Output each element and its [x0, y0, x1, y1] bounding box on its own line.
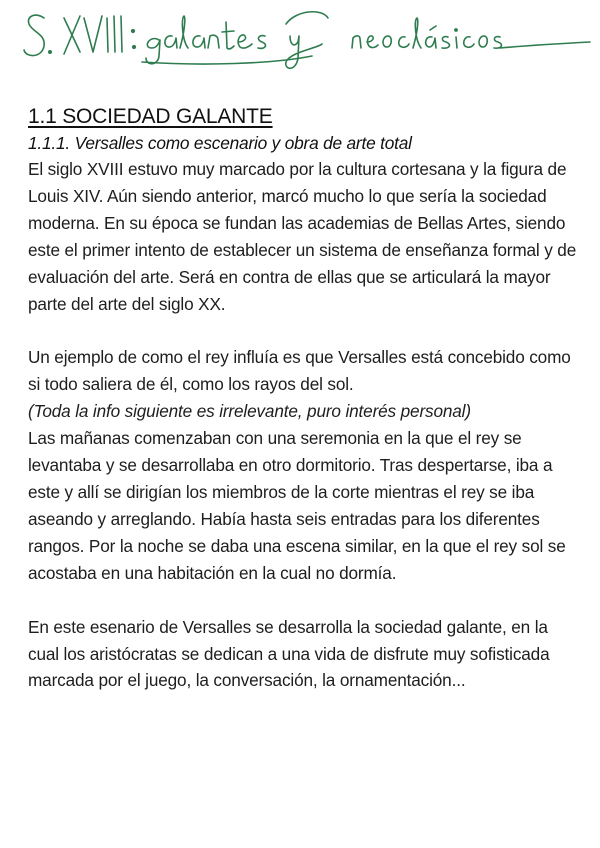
paragraph-2 — [28, 344, 578, 586]
handwritten-title — [22, 4, 592, 78]
paragraph-1: El siglo XVIII estuvo muy marcado por la cultura cortesana y la figura de Louis XIV. Aún siendo anterior, marcó mucho lo que sería la sociedad moderna. En su época se fundan las academias de Bellas Artes, siendo este el primer intento de establecer un sistema de enseñanza formal y de evaluación del arte. Será en contra de ellas que se articulará la mayor parte del arte del siglo XX. — [28, 159, 577, 314]
subsection-heading: 1.1.1. Versalles como escenario y obra de arte total — [28, 133, 412, 153]
paragraph-2-continuation: Las mañanas comenzaban con una seremonia en la que el rey se levantaba y se desarrollaba en otro dormitorio. Tras despertarse, iba a este y allí se dirigían los miembros de la corte mientras el rey se iba aseando y arreglando. Había hasta seis entradas para los diferentes rangos. Por la noche se daba una escena similar, en la que el rey sol se acostaba en una habitación en la cual no dormía. — [28, 428, 566, 583]
personal-interest-note: (Toda la info siguiente es irrelevante, puro interés personal) — [28, 401, 471, 422]
main-content — [28, 104, 578, 694]
paragraph-spacer — [28, 587, 578, 614]
paragraph-2-text: Un ejemplo de como el rey influía es que Versalles está concebido como si todo saliera de él, como los rayos del sol. — [28, 347, 571, 395]
paragraph-3: En este esenario de Versalles se desarrolla la sociedad galante, en la cual los aristócratas se dedican a una vida de disfrute muy sofisticada marcada por el juego, la conversación, la ornamentación... — [28, 616, 550, 691]
handwritten-title-ink — [22, 4, 592, 78]
section-heading: 1.1 SOCIEDAD GALANTE — [28, 105, 273, 128]
paragraph-spacer — [28, 317, 578, 344]
